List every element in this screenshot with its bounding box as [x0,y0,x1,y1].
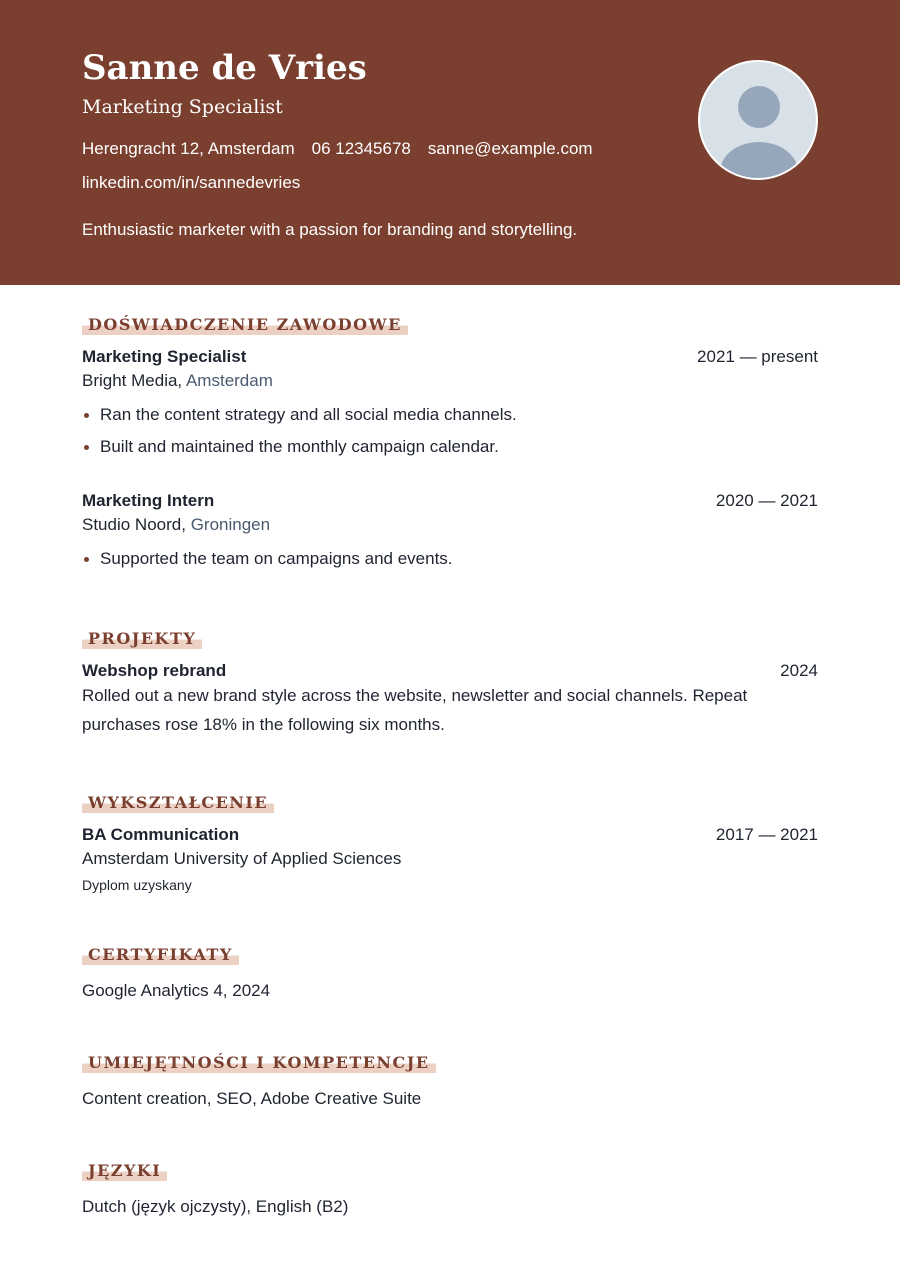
job-entry [82,491,818,575]
certificates-text: Google Analytics 4, 2024 [82,981,271,1000]
education-section [82,793,818,895]
job-bullets [82,543,818,575]
project-entry [82,661,818,739]
section-title-education: WYKSZTAŁCENIE [82,793,274,813]
candidate-name: Sanne de Vries [82,48,367,88]
project-year: 2024 [780,661,818,680]
contact-linkedin[interactable]: linkedin.com/in/sannedevries [82,173,301,192]
candidate-role: Marketing Specialist [82,96,283,118]
project-header [82,661,818,681]
avatar-head [738,86,780,128]
section-title-projects: PROJEKTY [82,629,202,649]
section-title-skills: UMIEJĘTNOŚCI I KOMPETENCJE [82,1053,436,1073]
job-dates: 2021 — present [697,347,818,366]
degree-name: BA Communication [82,825,240,844]
job-location: Amsterdam [185,371,273,390]
job-header [82,491,818,511]
languages-section [82,1161,818,1221]
job-header [82,347,818,367]
job-title: Marketing Specialist [82,347,247,366]
contact-phone[interactable]: 06 12345678 [311,139,411,158]
section-title-languages: JĘZYKI [82,1161,167,1181]
job-entry [82,347,818,463]
section-title-experience: DOŚWIADCZENIE ZAWODOWE [82,315,408,335]
education-entry [82,825,818,895]
degree-status: Dyplom uzyskany [82,877,192,893]
skills-text: Content creation, SEO, Adobe Creative Suite [82,1089,422,1108]
job-company-line [82,367,818,395]
skills-section [82,1053,818,1113]
languages-text: Dutch (język ojczysty), English (B2) [82,1197,349,1216]
job-bullet: Supported the team on campaigns and events. [82,543,818,575]
education-header [82,825,818,845]
job-company-line [82,511,818,539]
contact-email[interactable]: sanne@example.com [427,139,593,158]
resume-header [0,0,900,285]
certificates-section [82,945,818,1005]
project-name: Webshop rebrand [82,661,227,680]
school-name: Amsterdam University of Applied Sciences [82,849,402,868]
contact-address: Herengracht 12, Amsterdam [82,139,295,158]
profile-summary: Enthusiastic marketer with a passion for branding and storytelling. [82,220,578,239]
project-description: Rolled out a new brand style across the website, newsletter and social channels. Repeat purchases rose 18% in the following six months. [82,686,748,734]
avatar-shoulders [720,142,798,180]
avatar-placeholder-icon [698,60,818,180]
job-location: Groningen [190,515,271,534]
job-company: Bright Media, [82,371,183,390]
projects-section [82,629,818,739]
education-dates: 2017 — 2021 [715,825,818,844]
job-bullet: Built and maintained the monthly campaign calendar. [82,431,818,463]
job-bullet: Ran the content strategy and all social media channels. [82,399,818,431]
job-dates: 2020 — 2021 [715,491,818,510]
job-company: Studio Noord, [82,515,186,534]
experience-section [82,285,818,575]
section-title-certificates: CERTYFIKATY [82,945,239,965]
resume-body [0,285,900,1221]
job-bullets [82,399,818,463]
job-title: Marketing Intern [82,491,215,510]
